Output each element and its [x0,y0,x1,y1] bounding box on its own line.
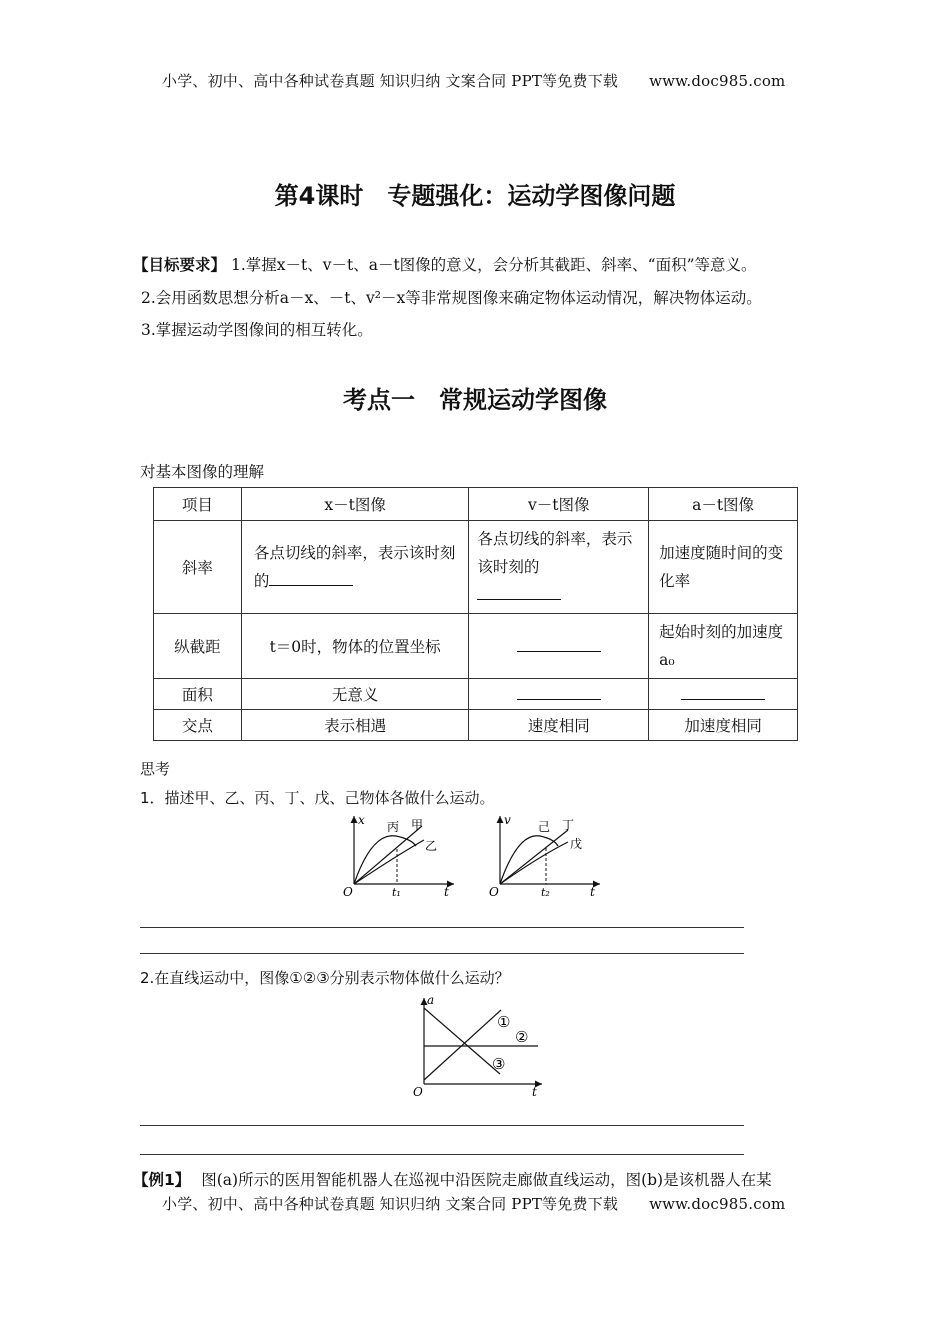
cell-vt: 速度相同 [469,710,649,741]
cell-vt [469,679,649,710]
objectives-label: 【目标要求】 [133,256,227,274]
objective-1: 1.掌握x－t、v－t、a－t图像的意义，会分析其截距、斜率、“面积”等意义。 [230,256,757,274]
page-footer [162,1193,785,1214]
think-question-2: 2.在直线运动中，图像①②③分别表示物体做什么运动？ [140,969,510,987]
row-label: 交点 [154,710,242,741]
answer-line[interactable] [140,927,744,928]
page-title: 第4课时 专题强化：运动学图像问题 [274,182,676,210]
example-label: 【例1】 [133,1171,191,1189]
line-jia [354,826,422,884]
label-yi: 乙 [425,839,438,853]
y-axis-label: x [358,813,365,827]
line-1 [424,1010,501,1080]
x-axis-label: t [590,885,595,898]
row-label: 面积 [154,679,242,710]
fill-blank[interactable] [477,585,561,600]
objectives-line-1 [133,253,757,275]
label-2: ② [515,1028,529,1046]
label-ji: 己 [538,820,551,834]
origin-label: O [489,885,499,898]
table-header: x－t图像 [241,488,469,521]
label-jia: 甲 [411,818,424,832]
answer-line[interactable] [140,953,744,954]
cell-xt: 各点切线的斜率，表示该时刻的 [241,521,469,614]
line-3 [424,1008,500,1074]
footer-url[interactable]: www.doc985.com [649,1195,786,1213]
row-label: 纵截距 [154,614,242,679]
fill-blank[interactable] [269,571,353,586]
at-graph [408,992,548,1100]
origin-label: O [343,885,353,898]
label-bing: 丙 [387,820,400,834]
x-axis-label: t [532,1085,537,1099]
label-1: ① [497,1013,511,1031]
table-header: v－t图像 [469,488,649,521]
vt-graph [482,812,612,898]
t2-label: t₂ [541,886,550,898]
cell-xt: t＝0时，物体的位置坐标 [241,614,469,679]
think-label: 思考 [140,760,171,778]
graph-table [153,487,798,741]
objective-2: 2.会用函数思想分析a－x、－t、v²－x等非常规图像来确定物体运动情况，解决物体运动。 [141,289,762,307]
line-ding [500,830,568,884]
table-header-row [154,488,798,521]
cell-at: 加速度相同 [649,710,798,741]
table-row [154,679,798,710]
fill-blank[interactable] [681,685,765,700]
think-question-1: 1．描述甲、乙、丙、丁、戊、己物体各做什么运动。 [140,789,495,807]
curve-yi [354,840,424,884]
cell-at: 起始时刻的加速度a₀ [649,614,798,679]
objective-3: 3.掌握运动学图像间的相互转化。 [141,321,373,339]
cell-xt: 表示相遇 [241,710,469,741]
header-url[interactable]: www.doc985.com [649,72,786,90]
table-caption: 对基本图像的理解 [140,463,265,481]
table-row [154,521,798,614]
label-ding: 丁 [562,818,575,832]
table-row [154,710,798,741]
cell-xt: 无意义 [241,679,469,710]
table-row [154,614,798,679]
answer-line[interactable] [140,1125,744,1126]
table-header: 项目 [154,488,242,521]
row-label: 斜率 [154,521,242,614]
header-text: 小学、初中、高中各种试卷真题 知识归纳 文案合同 PPT等免费下载 [162,72,619,90]
answer-line[interactable] [140,1154,744,1155]
x-axis-label: t [444,885,449,898]
cell-vt: 各点切线的斜率，表示该时刻的 [469,521,649,614]
fill-blank[interactable] [517,685,601,700]
example-1 [133,1168,772,1190]
table-header: a－t图像 [649,488,798,521]
xt-graph [336,812,466,898]
label-3: ③ [492,1055,506,1073]
section-title: 考点一 常规运动学图像 [343,386,607,414]
cell-at: 加速度随时间的变化率 [649,521,798,614]
example-text: 图(a)所示的医用智能机器人在巡视中沿医院走廊做直线运动，图(b)是该机器人在某 [201,1171,772,1189]
t1-label: t₁ [392,886,401,898]
cell-at [649,679,798,710]
cell-vt [469,614,649,679]
origin-label: O [413,1085,423,1099]
label-wu: 戊 [570,837,583,851]
y-axis-label: v [504,813,511,827]
y-axis-label: a [427,993,435,1007]
footer-text: 小学、初中、高中各种试卷真题 知识归纳 文案合同 PPT等免费下载 [162,1195,619,1213]
page-header [162,70,785,91]
curve-wu [500,842,568,884]
fill-blank[interactable] [517,637,601,652]
